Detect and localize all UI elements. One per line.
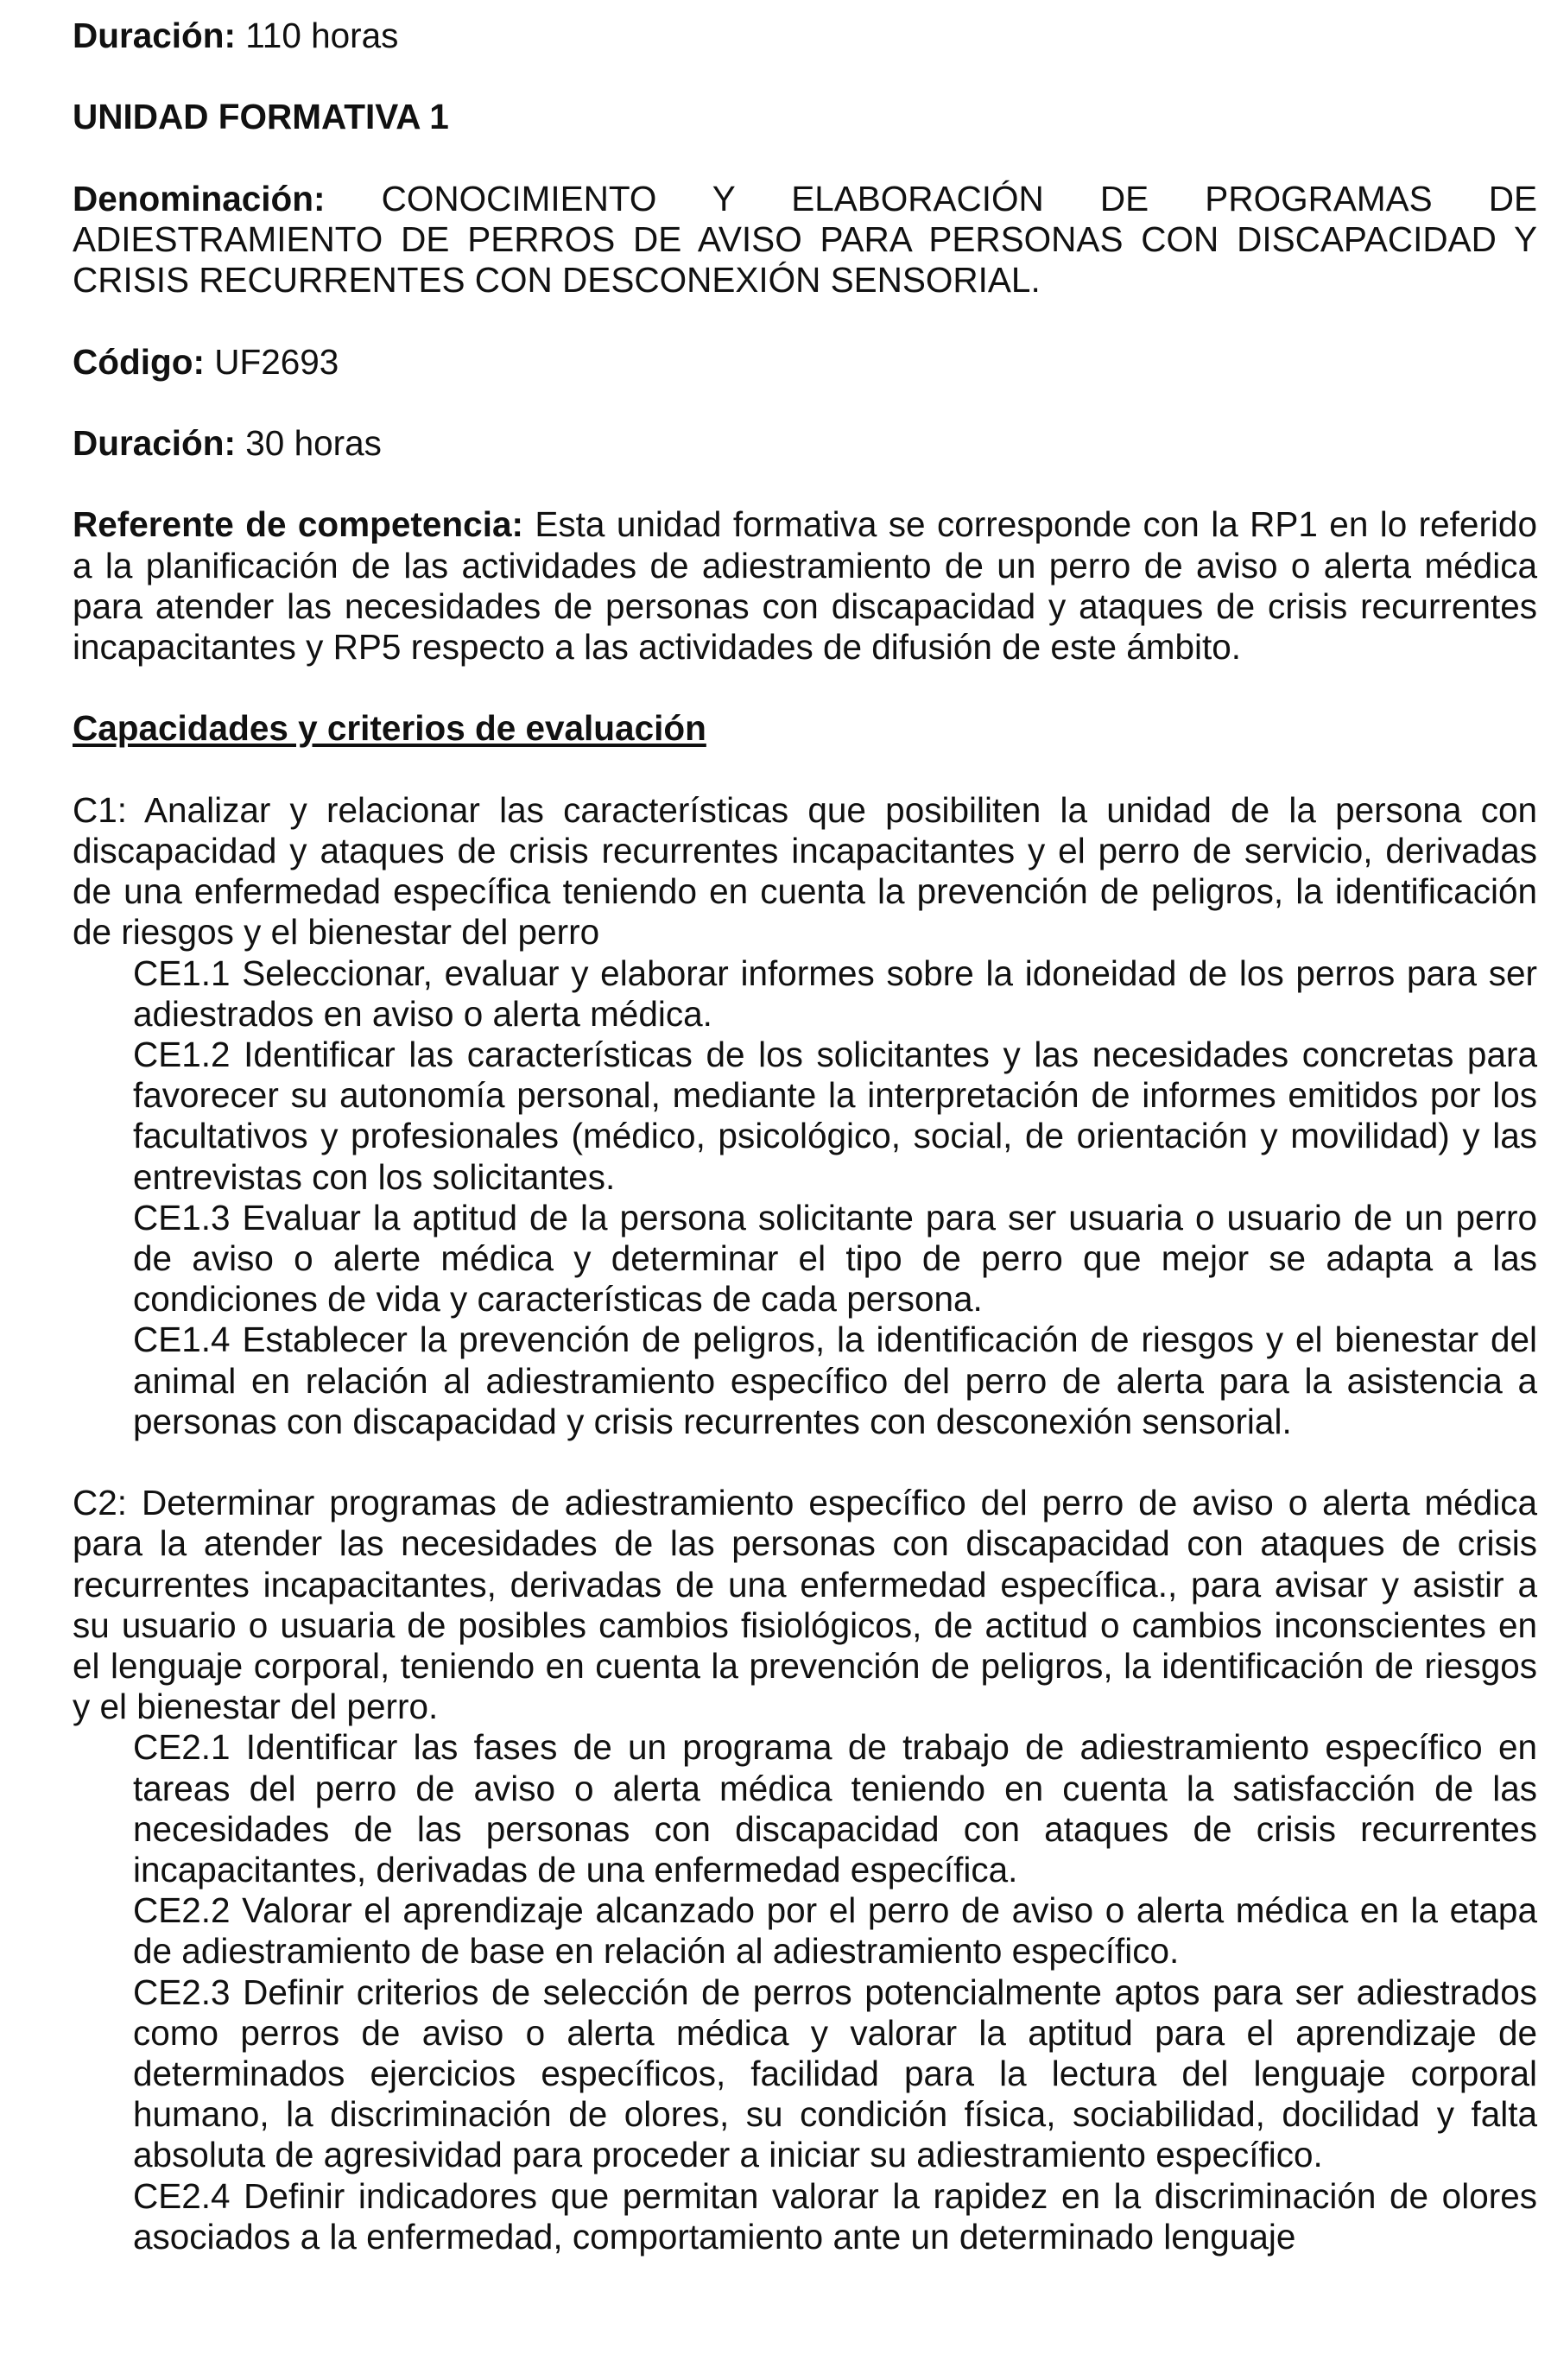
spacer [73,464,1537,504]
capacidades-heading: Capacidades y criterios de evaluación [73,708,706,749]
codigo-value: UF2693 [214,341,339,382]
denominacion-label: Denominación: [73,178,326,218]
criterio-ce2-3: CE2.3 Definir criterios de selección de perros potencialmente aptos para ser adiestrados como perros de aviso o alerta médica y valorar la aptitud para el aprendizaje de determinados ejercicios específicos, facilidad para la lectura del lenguaje corporal humano, la discriminación de olores, su condición física, sociabilidad, docilidad y falta absoluta de agresividad para proceder a iniciar su adiestramiento específico. [133,1972,1537,2175]
codigo-label: Código: [73,341,205,382]
duracion-modulo [73,16,1537,56]
document-page [73,16,1537,2257]
spacer [73,301,1537,341]
referente-competencia [73,504,1537,668]
spacer [73,1442,1537,1483]
unidad-title: UNIDAD FORMATIVA 1 [73,97,449,137]
duracion-modulo-label: Duración: [73,16,237,55]
criterio-ce2-1: CE2.1 Identificar las fases de un programa de trabajo de adiestramiento específico en tareas del perro de aviso o alerta médica teniendo en cuenta la satisfacción de las necesidades de las personas con discapacidad con ataques de crisis recurrentes incapacitantes, derivadas de una enfermedad específica. [133,1727,1537,1890]
denominacion [73,179,1537,301]
denominacion-value: CONOCIMIENTO Y ELABORACIÓN DE PROGRAMAS DE ADIESTRAMIENTO DE PERROS DE AVISO PARA PERSONAS CON DISCAPACIDAD Y CRISIS RECURRENTES CON DESCONEXIÓN SENSORIAL. [73,178,1537,301]
spacer [73,383,1537,423]
referente-value: Esta unidad formativa se corresponde con la RP1 en lo referido a la planificación de las actividades de adiestramiento de un perro de aviso o alerta médica para atender las necesidades de personas con discapacidad y ataques de crisis recurrentes incapacitantes y RP5 respecto a las actividades de difusión de este ámbito. [73,504,1537,667]
capacidad-c2: C2: Determinar programas de adiestramiento específico del perro de aviso o alerta médica para la atender las necesidades de las personas con discapacidad con ataques de crisis recurrentes incapacitantes, derivadas de una enfermedad específica., para avisar y asistir a su usuario o usuaria de posibles cambios fisiológicos, de actitud o cambios inconscientes en el lenguaje corporal, teniendo en cuenta la prevención de peligros, la identificación de riesgos y el bienestar del perro. [73,1483,1537,1727]
spacer [73,56,1537,97]
duracion-modulo-value: 110 horas [245,16,399,55]
codigo [73,342,1537,383]
spacer [73,750,1537,790]
criterio-ce1-3: CE1.3 Evaluar la aptitud de la persona solicitante para ser usuaria o usuario de un perro de aviso o alerte médica y determinar el tipo de perro que mejor se adapta a las condiciones de vida y características de cada persona. [133,1197,1537,1320]
criterio-ce2-4: CE2.4 Definir indicadores que permitan valorar la rapidez en la discriminación de olores asociados a la enfermedad, comportamiento ante un determinado lenguaje [133,2175,1537,2257]
duracion-unidad-label: Duración: [73,422,237,463]
duracion-unidad [73,423,1537,464]
duracion-unidad-value: 30 horas [245,422,382,463]
spacer [73,668,1537,708]
referente-label: Referente de competencia: [73,504,523,545]
criterio-ce2-2: CE2.2 Valorar el aprendizaje alcanzado por el perro de aviso o alerta médica en la etapa de adiestramiento de base en relación al adiestramiento específico. [133,1890,1537,1972]
criterio-ce1-4: CE1.4 Establecer la prevención de peligros, la identificación de riesgos y el bienestar del animal en relación al adiestramiento específico del perro de alerta para la asistencia a personas con discapacidad y crisis recurrentes con desconexión sensorial. [133,1320,1537,1441]
spacer [73,138,1537,179]
criterio-ce1-1: CE1.1 Seleccionar, evaluar y elaborar informes sobre la idoneidad de los perros para ser adiestrados en aviso o alerta médica. [133,953,1537,1034]
criterio-ce1-2: CE1.2 Identificar las características de los solicitantes y las necesidades concretas para favorecer su autonomía personal, mediante la interpretación de informes emitidos por los facultativos y profesionales (médico, psicológico, social, de orientación y movilidad) y las entrevistas con los solicitantes. [133,1034,1537,1197]
capacidad-c1: C1: Analizar y relacionar las características que posibiliten la unidad de la persona con discapacidad y ataques de crisis recurrentes incapacitantes y el perro de servicio, derivadas de una enfermedad específica teniendo en cuenta la prevención de peligros, la identificación de riesgos y el bienestar del perro [73,789,1537,953]
